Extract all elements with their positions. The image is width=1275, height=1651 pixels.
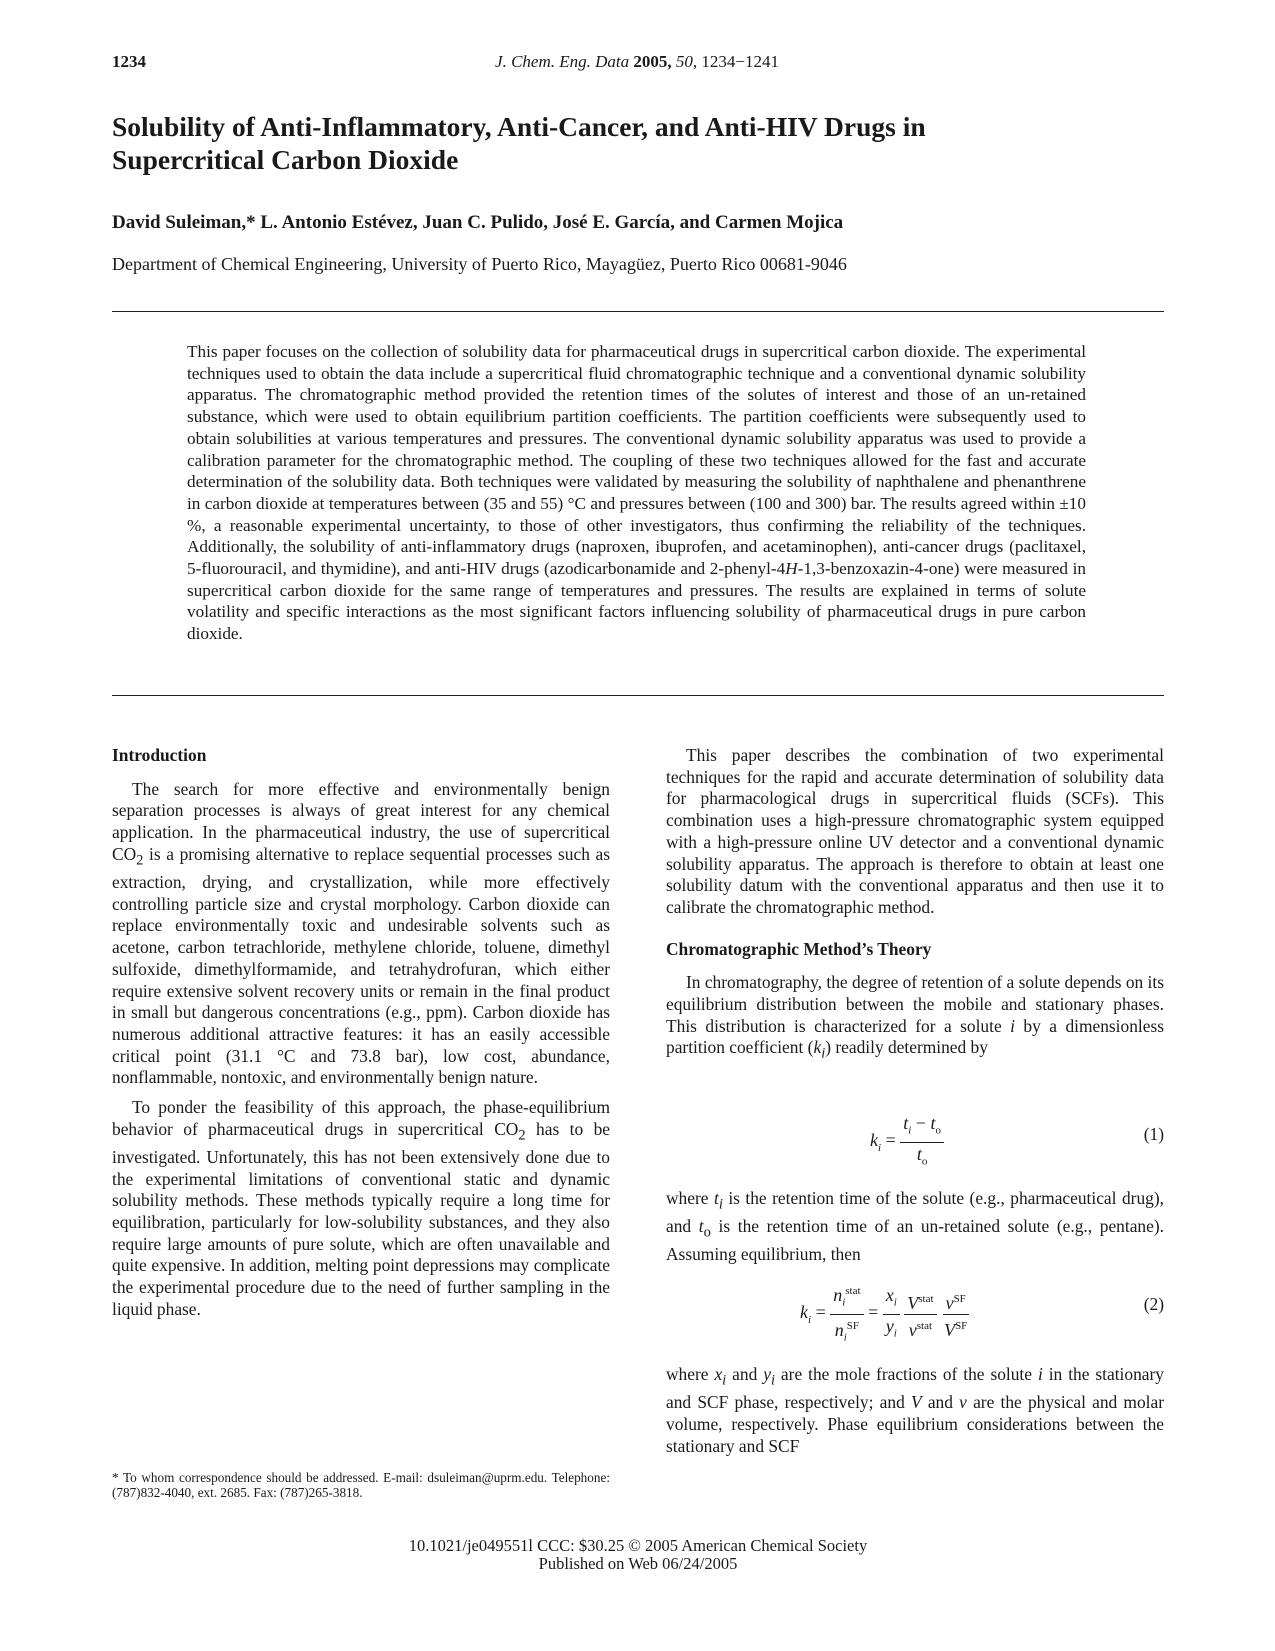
author-list: David Suleiman,* L. Antonio Estévez, Juan C. Pulido, José E. García, and Carmen Mojica (112, 212, 844, 233)
right-paragraph-1: This paper describes the combination of two experimental techniques for the rapid and accurate determination of solubility data for pharmacological drugs in supercritical fluids (SCFs). This combination uses a high-pressure chromatographic system equipped with a high-pressure online UV detector and a conventional dynamic solubility apparatus. The approach is therefore to obtain at least one solubility datum with the conventional apparatus and then use it to calibrate the chromatographic method. (666, 745, 1164, 917)
right-column-cont-2 (666, 1364, 1164, 1457)
title-line-1: Solubility of Anti-Inflammatory, Anti-Cancer, and Anti-HIV Drugs in (112, 111, 926, 142)
equation-2-number: (2) (1143, 1294, 1164, 1314)
introduction-heading: Introduction (112, 745, 207, 765)
equation-1-expression: $k_i$ = $\frac{t_i - t_o}{t_o}$ (870, 1112, 944, 1172)
abstract-italic: H (785, 559, 798, 579)
equation-1 (660, 1110, 1164, 1170)
retention-paragraph: where $t_i$ is the retention time of the solute (e.g., pharmaceutical drug), and $t_o$ is the retention time of an un-retained solute (e.g., pentane). Assuming equilibrium, then (666, 1188, 1164, 1265)
right-column-cont-1 (666, 1188, 1164, 1266)
theory-heading: Chromatographic Method’s Theory (666, 938, 932, 959)
right-column (666, 745, 1164, 1066)
left-column (112, 745, 610, 1321)
page-number: 1234 (112, 52, 146, 71)
theory-paragraph: In chromatography, the degree of retention of a solute depends on its equilibrium distribution between the mobile and stationary phases. This distribution is characterized for a solute i by a dimensionless partition coefficient $(k_i)$ readily determined by (666, 972, 1164, 1062)
doi-copyright: 10.1021/je049551l CCC: $30.25 © 2005 American Chemical Society (408, 1536, 868, 1555)
intro-paragraph-2: To ponder the feasibility of this approach, the phase-equilibrium behavior of pharmaceutical drugs in supercritical $CO_2$ has to be investigated. Unfortunately, this has not been extensively done due to the experimental limitations of conventional static and dynamic solubility methods. These methods typically require a long time for equilibration, particularly for low-solubility substances, and they also require large amounts of pure solute, which are often unavailable and quite expensive. In addition, melting point depressions may complicate the experimental procedure due to the need of further sampling in the liquid phase. (112, 1097, 610, 1319)
equation-1-number: (1) (1143, 1124, 1164, 1144)
journal-citation (112, 52, 1162, 72)
publication-date: Published on Web 06/24/2005 (538, 1554, 738, 1573)
abstract-bottom-rule (112, 695, 1164, 696)
mole-fraction-paragraph: where $x_i$ and $y_i$ are the mole fractions of the solute i in the stationary and SCF phase, respectively; and V and v are the physical and molar volume, respectively. Phase equilibrium considerations between the stationary and SCF (666, 1364, 1164, 1456)
title-line-2: Supercritical Carbon Dioxide (112, 144, 459, 175)
article-title (112, 110, 1172, 176)
page-footer (112, 1537, 1164, 1573)
abstract-top-rule (112, 311, 1164, 312)
intro-paragraph-1: The search for more effective and environmentally benign separation processes is always of great interest for any chemical application. In the pharmaceutical industry, the use of supercritical $CO_2$ is a promising alternative to replace sequential processes such as extraction, drying, and crystallization, while more effectively controlling particle size and crystal morphology. Carbon dioxide can replace environmentally toxic and undesirable solvents such as acetone, carbon tetrachloride, methylene chloride, toluene, dimethyl sulfoxide, dimethylformamide, and tetrahydrofuran, which either require extensive solvent recovery units or remain in the final product in small but dangerous concentrations (e.g., ppm). Carbon dioxide has numerous additional attractive features: it has an easily accessible critical point (31.1 °C and 73.8 bar), low cost, abundance, nonflammable, nontoxic, and environmentally benign nature. (112, 778, 610, 1088)
abstract (187, 341, 1086, 645)
correspondence-footnote: * To whom correspondence should be addressed. E-mail: dsuleiman@uprm.edu. Telephone: (787)832-4040, ext. 2685. Fax: (787)265-3818. (112, 1470, 610, 1501)
abstract-text-1: This paper focuses on the collection of solubility data for pharmaceutical drugs in supercritical carbon dioxide. The experimental techniques used to obtain the data include a supercritical fluid chromatographic technique and a conventional dynamic solubility apparatus. The chromatographic method provided the retention times of the solutes of interest and those of an un-retained substance, which were used to obtain equilibrium partition coefficients. The partition coefficients were subsequently used to obtain solubilities at various temperatures and pressures. The conventional dynamic solubility apparatus was used to provide a calibration parameter for the chromatographic method. The coupling of these two techniques allowed for the fast and accurate determination of the solubility data. Both techniques were validated by measuring the solubility of naphthalene and phenanthrene in carbon dioxide at temperatures between (35 and 55) °C and pressures between (100 and 300) bar. The results agreed within ±10 %, a reasonable experimental uncertainty, to those of other investigators, thus confirming the reliability of the techniques. Additionally, the solubility of anti-inflammatory drugs (naproxen, ibuprofen, and acetaminophen), anti-cancer drugs (paclitaxel, 5-fluorouracil, and thymidine), and anti-HIV drugs (azodicarbonamide and 2-phenyl-4 (187, 342, 1086, 579)
journal-year: 2005, (633, 52, 672, 71)
journal-name: J. Chem. Eng. Data (495, 52, 630, 71)
running-header (112, 52, 1162, 76)
equation-2 (660, 1278, 1164, 1344)
abstract-text-2: -1,3-benzoxazin-4-one) were measured in supercritical carbon dioxide for the same range of temperatures and pressures. The results are explained in terms of solute volatility and specific interactions as the most significant factors influencing solubility of pharmaceutical drugs in pure carbon dioxide. (187, 559, 1087, 644)
journal-pages: 1234−1241 (701, 52, 779, 71)
affiliation: Department of Chemical Engineering, University of Puerto Rico, Mayagüez, Puerto Rico 00681-9046 (112, 254, 847, 274)
journal-volume: 50, (675, 52, 698, 71)
equation-2-expression: $k_i$ = $\frac{n_i^{stat}}{n_i^{SF}}$ = $\frac{x_i}{y_i}$ $\frac{V^{stat}}{v^{stat}}$ $\frac{v^{SF}}{V^{SF}}$ (800, 1280, 970, 1348)
